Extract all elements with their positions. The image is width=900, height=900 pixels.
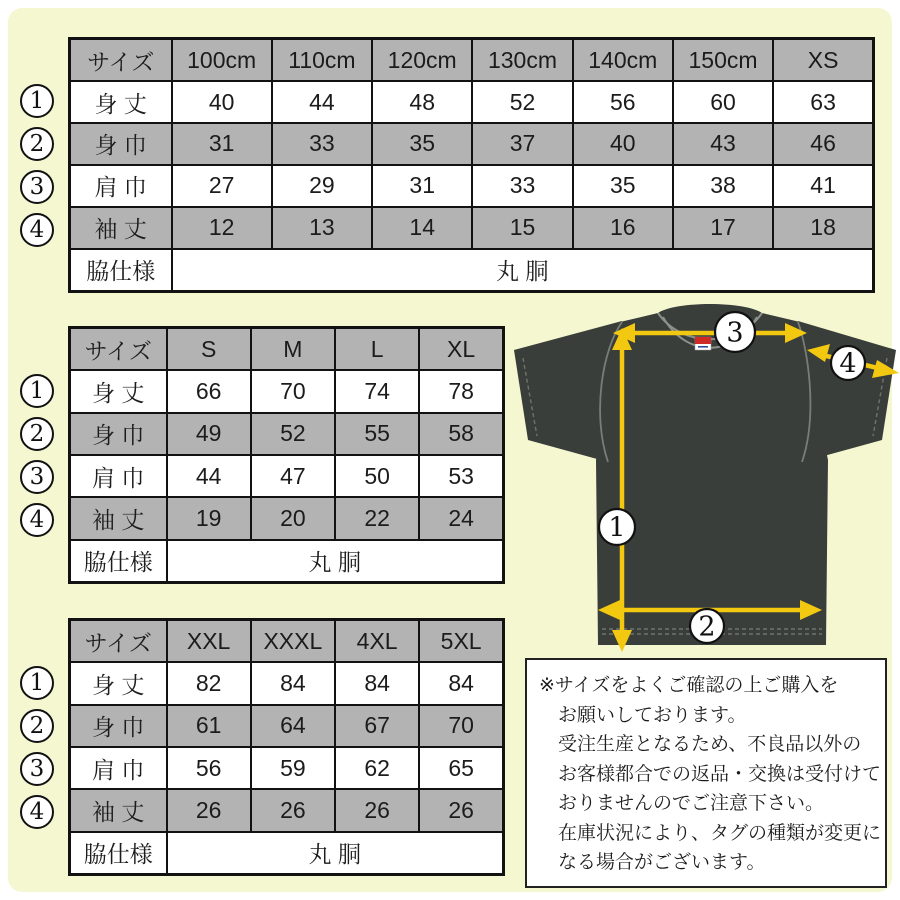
row-label: 脇仕様 (70, 540, 167, 583)
value-cell: 48 (372, 81, 472, 123)
value-cell: 64 (251, 705, 335, 747)
row-label: 脇仕様 (70, 832, 167, 875)
value-cell: 18 (773, 207, 873, 249)
row-marker-1: 1 (20, 374, 54, 408)
col-header: XL (419, 328, 503, 371)
table-row-sleeve-length (70, 497, 504, 539)
row-label: 肩 巾 (70, 165, 172, 207)
kids-size-table (68, 37, 875, 293)
value-cell: 26 (167, 789, 251, 831)
value-cell: 41 (773, 165, 873, 207)
value-cell: 15 (472, 207, 572, 249)
marker-badge-1 (599, 509, 635, 545)
note-line: おりませんのでご注意下さい。 (558, 793, 825, 814)
value-cell: 59 (251, 747, 335, 789)
table-row-body-length (70, 370, 504, 412)
col-header: 150cm (673, 39, 773, 82)
value-cell: 49 (167, 413, 251, 455)
value-cell: 27 (172, 165, 272, 207)
value-cell: 58 (419, 413, 503, 455)
note-line: お客様都合での返品・交換は受付けて (558, 763, 882, 785)
table-row-sleeve-length (70, 207, 874, 249)
value-cell: 26 (335, 789, 419, 831)
table-row-body-length (70, 81, 874, 123)
value-cell: 40 (573, 123, 673, 165)
col-header: XS (773, 39, 873, 82)
col-header: XXXL (251, 620, 335, 663)
value-cell: 84 (251, 662, 335, 704)
table-row-side-spec (70, 540, 504, 583)
value-cell: 53 (419, 455, 503, 497)
svg-text:2: 2 (698, 611, 716, 643)
tshirt-diagram (510, 300, 900, 658)
row-marker-2: 2 (20, 417, 54, 451)
value-cell: 84 (419, 662, 503, 704)
row-label: 身 巾 (70, 705, 167, 747)
value-cell: 63 (773, 81, 873, 123)
value-cell: 46 (773, 123, 873, 165)
row-marker-4: 4 (20, 503, 54, 537)
svg-text:1: 1 (608, 512, 626, 544)
row-label: 身 丈 (70, 370, 167, 412)
row-marker-3: 3 (20, 752, 54, 786)
row-label: 身 巾 (70, 413, 167, 455)
value-cell: 40 (172, 81, 272, 123)
purchase-note-box (525, 658, 887, 888)
value-cell: 70 (419, 705, 503, 747)
row-marker-4: 4 (20, 213, 54, 247)
adult-size-table (68, 326, 505, 584)
row-label: 脇仕様 (70, 249, 172, 292)
table-row-body-width (70, 123, 874, 165)
row-marker-4: 4 (20, 795, 54, 829)
note-line: ※サイズをよくご確認の上ご購入を (539, 675, 839, 696)
value-cell: 67 (335, 705, 419, 747)
value-cell: 44 (272, 81, 372, 123)
row-label: 身 巾 (70, 123, 172, 165)
value-cell: 62 (335, 747, 419, 789)
value-cell: 16 (573, 207, 673, 249)
col-header: 4XL (335, 620, 419, 663)
value-cell: 70 (251, 370, 335, 412)
side-spec-value: 丸 胴 (172, 249, 874, 292)
note-line: なる場合がございます。 (558, 852, 766, 873)
value-cell: 13 (272, 207, 372, 249)
col-header: L (335, 328, 419, 371)
value-cell: 35 (372, 123, 472, 165)
value-cell: 84 (335, 662, 419, 704)
table-row-side-spec (70, 832, 504, 875)
col-header: 140cm (573, 39, 673, 82)
value-cell: 35 (573, 165, 673, 207)
svg-text:4: 4 (839, 348, 857, 380)
row-marker-1: 1 (20, 666, 54, 700)
value-cell: 78 (419, 370, 503, 412)
value-cell: 61 (167, 705, 251, 747)
row-label: 身 丈 (70, 81, 172, 123)
note-line: 受注生産となるため、不良品以外の (558, 734, 862, 755)
value-cell: 52 (251, 413, 335, 455)
row-label: 肩 巾 (70, 747, 167, 789)
side-spec-value: 丸 胴 (167, 540, 504, 583)
size-label-cell: サイズ (70, 39, 172, 82)
value-cell: 22 (335, 497, 419, 539)
value-cell: 31 (172, 123, 272, 165)
note-line: お願いしております。 (558, 704, 747, 726)
size-label-cell: サイズ (70, 620, 167, 663)
col-header: XXL (167, 620, 251, 663)
tshirt-body (596, 304, 828, 645)
table-row-side-spec (70, 249, 874, 292)
side-spec-value: 丸 胴 (167, 832, 504, 875)
row-label: 袖 丈 (70, 207, 172, 249)
value-cell: 14 (372, 207, 472, 249)
row-label: 身 丈 (70, 662, 167, 704)
col-header: 130cm (472, 39, 572, 82)
value-cell: 44 (167, 455, 251, 497)
size-label-cell: サイズ (70, 328, 167, 371)
table-row-shoulder-width (70, 747, 504, 789)
row-label: 肩 巾 (70, 455, 167, 497)
value-cell: 19 (167, 497, 251, 539)
row-marker-2: 2 (20, 127, 54, 161)
value-cell: 50 (335, 455, 419, 497)
marker-badge-2 (690, 609, 724, 643)
value-cell: 52 (472, 81, 572, 123)
value-cell: 55 (335, 413, 419, 455)
value-cell: 82 (167, 662, 251, 704)
value-cell: 29 (272, 165, 372, 207)
value-cell: 74 (335, 370, 419, 412)
table-row-body-width (70, 705, 504, 747)
table-header-row (70, 328, 504, 371)
table-row-shoulder-width (70, 455, 504, 497)
value-cell: 33 (272, 123, 372, 165)
col-header: 5XL (419, 620, 503, 663)
table-row-shoulder-width (70, 165, 874, 207)
value-cell: 37 (472, 123, 572, 165)
value-cell: 56 (167, 747, 251, 789)
col-header: 120cm (372, 39, 472, 82)
row-marker-2: 2 (20, 709, 54, 743)
value-cell: 17 (673, 207, 773, 249)
value-cell: 26 (419, 789, 503, 831)
value-cell: 60 (673, 81, 773, 123)
table-header-row (70, 620, 504, 663)
table-row-body-width (70, 413, 504, 455)
row-marker-3: 3 (20, 460, 54, 494)
value-cell: 31 (372, 165, 472, 207)
value-cell: 24 (419, 497, 503, 539)
value-cell: 26 (251, 789, 335, 831)
value-cell: 43 (673, 123, 773, 165)
value-cell: 66 (167, 370, 251, 412)
svg-text:3: 3 (726, 317, 744, 349)
marker-badge-3 (715, 312, 755, 352)
col-header: 110cm (272, 39, 372, 82)
value-cell: 33 (472, 165, 572, 207)
table-row-sleeve-length (70, 789, 504, 831)
brand-tag (695, 337, 711, 350)
value-cell: 65 (419, 747, 503, 789)
table-row-body-length (70, 662, 504, 704)
value-cell: 12 (172, 207, 272, 249)
value-cell: 56 (573, 81, 673, 123)
value-cell: 38 (673, 165, 773, 207)
note-line: 在庫状況により、タグの種類が変更に (558, 822, 882, 844)
col-header: M (251, 328, 335, 371)
col-header: 100cm (172, 39, 272, 82)
row-marker-3: 3 (20, 170, 54, 204)
marker-badge-4 (831, 346, 865, 380)
big-size-table (68, 618, 505, 876)
col-header: S (167, 328, 251, 371)
row-label: 袖 丈 (70, 497, 167, 539)
value-cell: 20 (251, 497, 335, 539)
row-label: 袖 丈 (70, 789, 167, 831)
value-cell: 47 (251, 455, 335, 497)
table-header-row (70, 39, 874, 82)
row-marker-1: 1 (20, 84, 54, 118)
